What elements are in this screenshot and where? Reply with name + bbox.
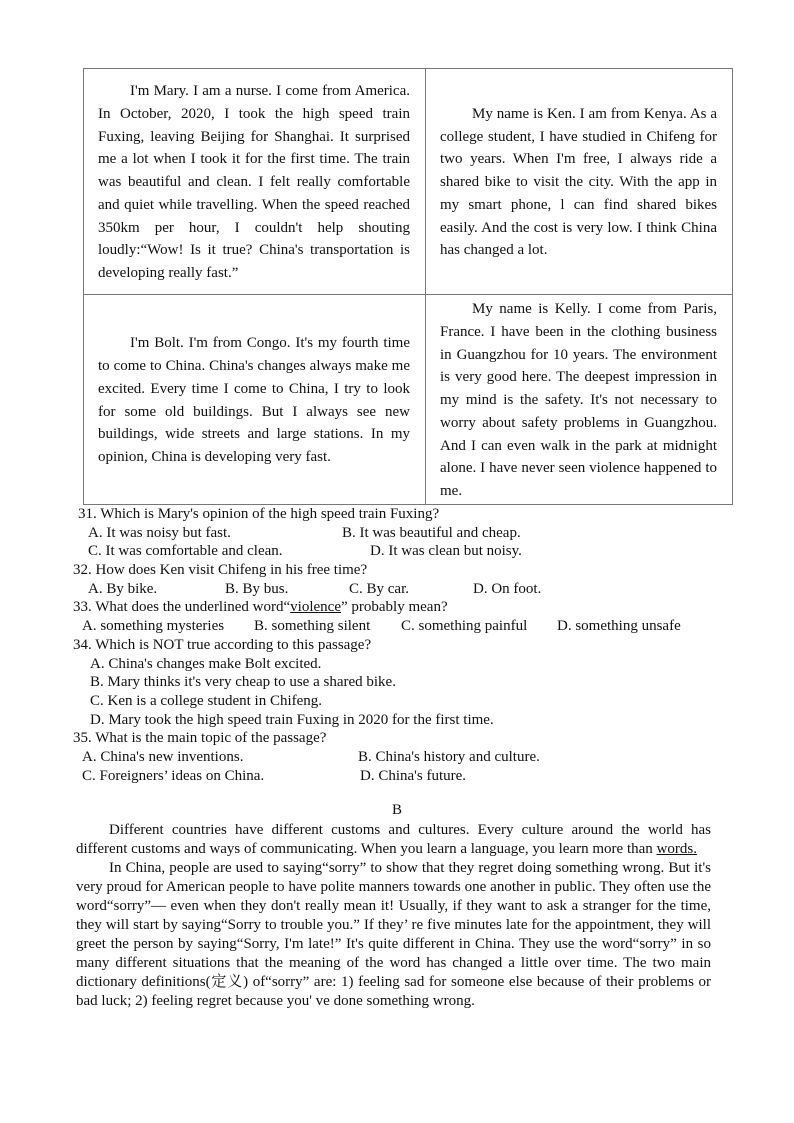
option-c: C. something painful [401,618,528,635]
option-a: A. It was noisy but fast. [88,524,231,541]
option-d: D. Mary took the high speed train Fuxing in 2020 for the first time. [90,711,494,728]
option-d: D. China's future. [360,767,467,784]
question-stem: 34. Which is NOT true according to this passage? [73,636,372,653]
mary-paragraph: I'm Mary. I am a nurse. I come from America. In October, 2020, I took the high speed train Fuxing, leaving Beijing for Shanghai. It surprised me a lot when I took it for the first time. The train was beautiful and clean. I felt really comfortable and quiet while travelling. When the speed reached 350km per hour, I couldn't help shouting loudly:“Wow! Is it true? China's transportation is developing really fast.” [98,82,410,282]
question-32 [0,561,794,580]
question-34-option-d [0,711,794,730]
question-33-options [0,617,794,636]
option-c: C. By car. [349,580,409,597]
option-a: A. something mysteries [82,618,225,635]
stem-after: ” probably mean? [340,599,448,616]
question-stem: 32. How does Ken visit Chifeng in his free time? [73,562,368,579]
question-stem: 35. What is the main topic of the passage? [73,730,327,747]
option-b: B. By bus. [225,580,289,597]
bolt-paragraph: I'm Bolt. I'm from Congo. It's my fourth time to come to China. China's changes always make me excited. Every time I come to China, I try to look for some old buildings. But I always see new buildings, wide streets and large stations. In my opinion, China is developing very fast. [98,335,410,466]
underlined-word: words. [656,841,697,857]
option-c: C. It was comfortable and clean. [88,543,283,560]
option-a: A. China's new inventions. [82,748,244,765]
option-d: D. something unsafe [557,618,681,635]
question-34 [0,636,794,655]
underlined-word: violence [290,599,341,616]
paragraph-1-text: Different countries have different customs and cultures. Every culture around the world has different customs and ways of communicating. When you learn a language, you learn more than [76,822,711,857]
question-stem: 31. Which is Mary's opinion of the high speed train Fuxing? [78,506,440,522]
option-d: D. On foot. [473,580,542,597]
ken-cell [426,69,733,295]
option-b: B. something silent [254,618,371,635]
option-a: A. China's changes make Bolt excited. [90,655,322,672]
option-a: A. By bike. [88,580,158,597]
questions-section [0,505,794,785]
question-31-options-ab [0,524,794,543]
option-c: C. Ken is a college student in Chifeng. [90,692,323,709]
question-stem [73,598,448,617]
option-c: C. Foreigners’ ideas on China. [82,767,265,784]
paragraph-1 [76,821,711,859]
question-32-options [0,580,794,599]
option-b: B. China's history and culture. [358,748,540,765]
question-34-option-a [0,655,794,674]
section-b-title: B [391,802,402,818]
option-b: B. It was beautiful and cheap. [342,524,521,541]
paragraph-2: In China, people are used to saying“sorry” to show that they regret doing something wrong. But it's very proud for American people to have polite manners towards one another in public. They often use the word“sorry”— even when they don't really mean it! Usually, if they want to ask a stranger for the time, they will start by saying“Sorry to trouble you.” If they’ re five minutes late for the appointment, they will greet the person by saying“Sorry, I'm late!” It's quite different in China. They use the word“sorry” in so many different situations that the meaning of the word has changed a little over time. The two main dictionary definitions(定义) of“sorry” are: 1) feeling sad for someone else because of their problems or bad luck; 2) feeling regret because you' ve done something wrong. [76,860,711,1009]
question-31 [0,505,794,524]
option-b: B. Mary thinks it's very cheap to use a shared bike. [90,674,396,691]
kelly-cell [426,295,733,505]
question-34-option-b [0,673,794,692]
bolt-cell [84,295,426,505]
question-31-options-cd [0,542,794,561]
kelly-paragraph: My name is Kelly. I come from Paris, France. I have been in the clothing business in Guangzhou for 10 years. The environment is very good here. The deepest impression in my mind is the safety. It's not necessary to worry about safety problems in Guangzhou. And I can even walk in the park at midnight alone. I have never seen violence happened to me. [440,300,717,500]
passage-table [83,68,733,505]
question-35 [0,729,794,748]
option-d: D. It was clean but noisy. [370,543,522,560]
question-35-options-ab [0,748,794,767]
question-33 [0,598,794,617]
question-34-option-c [0,692,794,711]
ken-paragraph: My name is Ken. I am from Kenya. As a college student, I have studied in Chifeng for two years. When I'm free, I always ride a shared bike to visit the city. With the app in my smart phone, l can find shared bikes easily. And the cost is very low. I think China has changed a lot. [440,105,717,259]
question-35-options-cd [0,767,794,786]
section-b-passage [76,821,711,1011]
stem-before: 33. What does the underlined word“ [73,599,291,616]
mary-cell [84,69,426,295]
